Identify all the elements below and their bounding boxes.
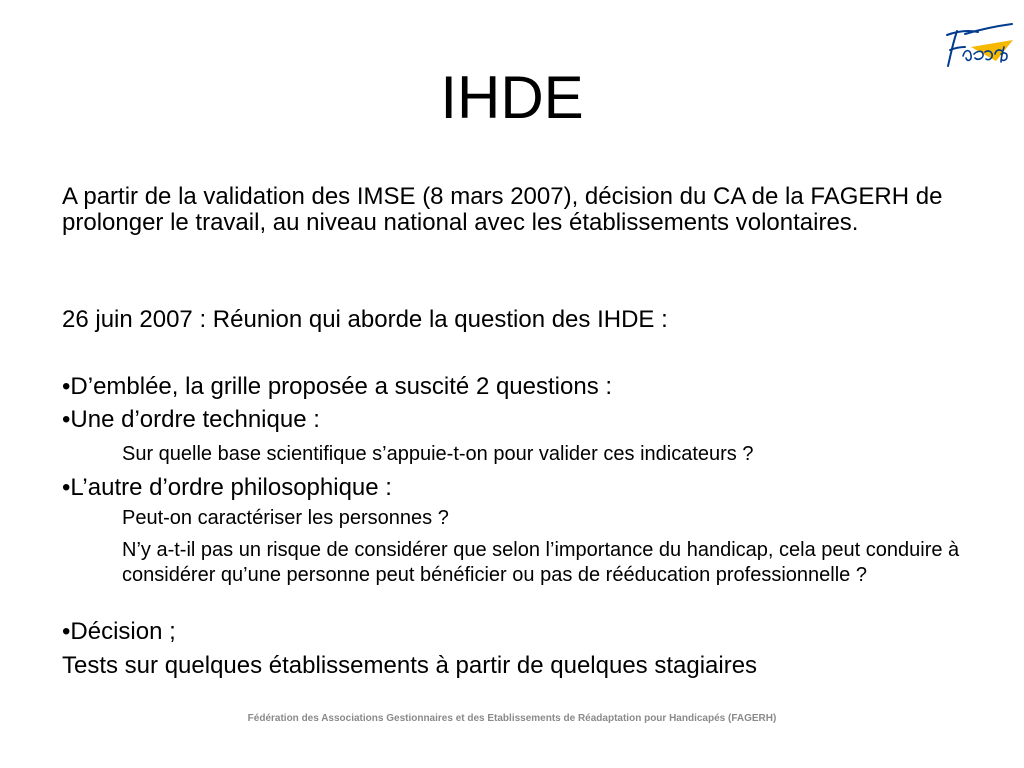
tests-paragraph: Tests sur quelques établissements à partir de quelques stagiaires (62, 652, 758, 679)
slide-title: IHDE (440, 64, 584, 131)
technical-question: Sur quelle base scientifique s’appuie-t-on pour valider ces indicateurs ? (122, 443, 754, 465)
questions-bullet: •D’emblée, la grille proposée a suscité 2 questions : (62, 373, 613, 400)
characterize-question: Peut-on caractériser les personnes ? (122, 507, 449, 529)
decision-bullet: •Décision ; (62, 618, 176, 645)
intro-paragraph: A partir de la validation des IMSE (8 mars 2007), décision du CA de la FAGERH de prolonger le travail, au niveau national avec les établissements volontaires. (62, 183, 943, 236)
meeting-paragraph: 26 juin 2007 : Réunion qui aborde la question des IHDE : (62, 306, 668, 333)
risk-question: N’y a-t-il pas un risque de considérer que selon l’importance du handicap, cela peut conduire à considérer qu’une personne peut bénéficier ou pas de rééducation professionnelle ? (122, 539, 960, 586)
technical-bullet: •Une d’ordre technique : (62, 406, 320, 433)
slide-footer: Fédération des Associations Gestionnaires et des Etablissements de Réadaptation pour Handicapés (FAGERH) (247, 713, 777, 724)
philosophical-bullet: •L’autre d’ordre philosophique : (62, 474, 392, 501)
